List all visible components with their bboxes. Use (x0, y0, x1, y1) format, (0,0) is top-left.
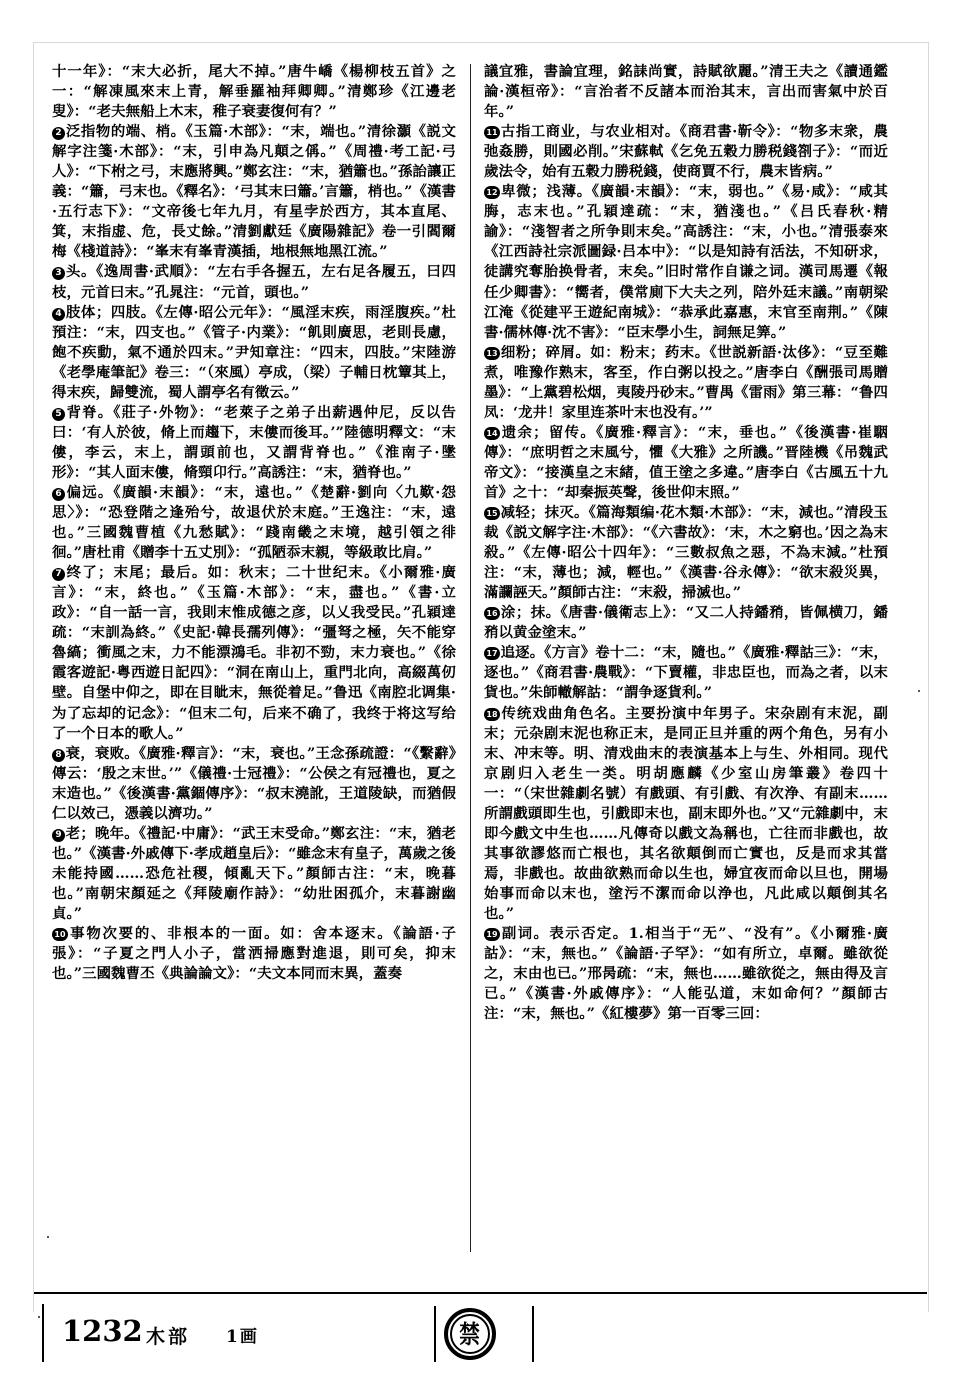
sense-marker-13: 13 (484, 347, 500, 360)
entry-text: 背脊。《莊子·外物》：“老萊子之弟子出薪遇仲尼，反以告曰：‘有人於彼，脩上而趨下，末僂而後耳。’”陸德明釋文：“末僂，李云，末上，謂頭前也，又謂背脊也。”《淮南子·墬形》：“其人面末僂，脩頸卬行。”高誘注：“末，猶脊也。” (52, 403, 456, 481)
sense-marker-14: 14 (484, 427, 500, 440)
sense-marker-5: 5 (52, 408, 65, 421)
sense-entry-13 (484, 343, 888, 423)
sense-entry-11 (484, 122, 888, 182)
footer-bar-middle (434, 1306, 436, 1362)
sense-marker-15: 15 (484, 507, 500, 520)
sense-entry-3 (52, 262, 456, 302)
scan-speckle (38, 1316, 40, 1318)
entry-text: 遗余；留传。《廣雅·釋言》：“末，垂也。”《後漢書·崔駰傳》：“庶明哲之末風兮，懼《大雅》之所譏。”晋陸機《吊魏武帝文》：“接漢皇之末緒，值王塗之多違。”唐李白《古風五十九首》之十：“却秦振英聲，後世仰末照。” (484, 423, 888, 501)
entry-continuation (484, 62, 888, 122)
sense-marker-12: 12 (484, 186, 500, 199)
sense-marker-10: 10 (52, 928, 68, 941)
sense-entry-6 (52, 483, 456, 563)
entry-text: 副词。表示否定。1.相当于“无”、“没有”。《小爾雅·廣詁》：“末，無也。”《論語·子罕》：“如有所立，卓爾。雖欲從之，末由也已。”邢昺疏：“末，無也……雖欲從之，無由得及言已。”《漢書·外戚傳序》：“人能弘道，末如命何？”顏師古注：“末，無也。”《紅樓夢》第一百零三回： (484, 925, 888, 1023)
entry-text: 事物次要的、非根本的一面。如：舍本逐末。《論語·子張》：“子夏之門人小子，當洒掃應對進退，則可矣，抑末也。”三國魏曹丕《典論論文》：“夫文本同而末異，蓋奏 (52, 925, 456, 983)
text-columns (52, 62, 912, 1252)
sense-marker-4: 4 (52, 308, 65, 321)
sense-marker-8: 8 (52, 749, 65, 762)
entry-text: 卑微；浅薄。《廣韻·末韻》：“末，弱也。”《易·咸》：“咸其脢，志末也。”孔穎達疏：“末，猶淺也。”《吕氏春秋·精諭》：“淺智者之所争則末矣。”高誘注：“末，小也。”清張泰來《江西詩社宗派圖録·吕本中》：“以是知詩有活法，不知研求，徒講究奪胎换骨者，末矣。”旧时常作自谦之词。漢司馬遷《報任少卿書》：“嚮者，僕常廁下大夫之列，陪外廷末議。”南朝梁江淹《從建平王遊紀南城》：“恭承此嘉惠，末官至南荆。”《陳書·儒林傳·沈不害》：“臣末學小生，詞無足筭。” (484, 183, 888, 341)
entry-text: 传统戏曲角色名。主要扮演中年男子。宋杂剧有末泥，副末；元杂剧末泥也称正末，是同正旦并重的两个角色，另有小末、冲末等。明、清戏曲末的表演基本上与生、外相同。现代京剧归入老生一类。明胡應麟《少室山房筆叢》卷四十一：“（宋世雜劇名號）有戲頭、有引戲、有次浄、有副末……所謂戲頭即生也，引戲即末也，副末即外也。”又“元雜劇中，末即今戲文中生也……凡傳奇以戲文為稱也，亡往而非戲也，故其事欲謬悠而亡根也，其名欲顛倒而亡實也，反是而求其當焉，非戲也。故曲欲熟而命以生也，婦宜夜而命以旦也，開場始事而命以末也，塗污不潔而命以浄也，凡此咸以顛倒其名也。” (484, 704, 888, 922)
sense-entry-9 (52, 824, 456, 924)
entry-text: 偏远。《廣韻·末韻》：“末，遠也。”《楚辭·劉向〈九歎·怨思〉》：“恐登階之逢殆兮，故退伏於末庭。”王逸注：“末，遠也。”三國魏曹植《九愁賦》：“踐南畿之末境，越引領之徘徊。”唐杜甫《贈李十五丈別》：“孤陋忝末親，等級敢比肩。” (52, 483, 456, 562)
sense-entry-15 (484, 503, 888, 603)
sense-marker-7: 7 (52, 568, 65, 581)
seal-emblem (444, 1308, 496, 1360)
entry-text: 肢体；四肢。《左傳·昭公元年》：“風淫末疾，雨淫腹疾。”杜預注：“末，四支也。”《管子·内業》：“飢則廣思，老則長慮，飽不疾動，氣不通於四末。”尹知章注：“四末，四肢。”宋陸游《老學庵筆記》卷三：“（來風）亭成，（梁）子輔日枕簟其上，得末疾，歸雙流，蜀人謂亭名有徵云。” (52, 303, 456, 401)
entry-text: 头。《逸周書·武順》：“左右手各握五，左右足各履五，曰四枝，元首曰末。”孔晁注：“元首，頭也。” (52, 263, 456, 301)
sense-marker-9: 9 (52, 829, 65, 842)
entry-text: 涂；抹。《唐書·儀衛志上》：“又二人持鐇矟，皆佩横刀，鐇矟以黄金塗末。” (484, 604, 888, 642)
sense-entry-17 (484, 643, 888, 703)
right-column (484, 62, 888, 1252)
sense-marker-16: 16 (484, 607, 500, 620)
scan-speckle (47, 1236, 49, 1238)
sense-entry-16 (484, 603, 888, 643)
entry-text: 泛指物的端、梢。《玉篇·木部》：“末，端也。”清徐灝《説文解字注箋·木部》：“末，引申為凡顛之偁。”《周禮·考工記·弓人》：“下柎之弓，末應將興。”鄭玄注：“末，猶簫也。”孫詒讓正義：“簫，弓末也。《釋名》：‘弓其末曰簫。’言簫，梢也。”《漢書·五行志下》：“文帝後七年九月，有星孛於西方，其本直尾、箕，末指虚、危，長丈餘。”清劉獻廷《廣陽雜記》卷一引閻爾梅《棧道詩》：“峯末有峯青漢插，地根無地黑江流。” (52, 123, 456, 261)
entry-text: 古指工商业，与农业相对。《商君書·靳令》：“物多末衆，農弛姦勝，則國必削。”宋蘇軾《乞免五穀力勝税錢劄子》：“而近歲法令，始有五穀力勝税錢，使商賈不行，農末皆病。” (484, 123, 888, 181)
sense-marker-6: 6 (52, 488, 65, 501)
sense-entry-4 (52, 303, 456, 403)
sense-entry-10 (52, 924, 456, 984)
entry-text: 减轻；抹灭。《篇海類编·花木類·木部》：“末，減也。”清段玉裁《説文解字注·木部》：“《六書故》：‘末，木之窮也。’因之為末殺。”《左傳·昭公十四年》：“三數叔魚之惡，不為末減。”杜預注：“末，薄也；減，輕也。”《漢書·谷永傳》：“欲末殺災異，滿讕誣天。”顏師古注：“末殺，掃滅也。” (484, 504, 888, 602)
entry-continuation (52, 62, 456, 122)
entry-text: 議宜雅，書論宜理，銘誄尚實，詩賦欲麗。”清王夫之《讀通鑑論·漢桓帝》：“言治者不反諸本而治其末，言出而害氣中於百年。” (484, 63, 888, 121)
sense-entry-7 (52, 563, 456, 743)
scan-speckle (918, 690, 920, 692)
page-footer (34, 1300, 927, 1380)
sense-entry-2 (52, 122, 456, 262)
entry-text: 细粉；碎屑。如：粉末；药末。《世説新語·汰侈》：“豆至難煮，唯豫作熟末，客至，作白粥以投之。”唐李白《酬張司馬贈墨》：“上黨碧松烟，夷陵丹砂末。”曹禺《雷雨》第三幕：“鲁四凤：‘龙井！家里连茶叶末也没有。’” (484, 343, 888, 421)
entry-text: 追逐。《方言》卷十二：“末，隨也。”《廣雅·釋詁三》：“末，逐也。”《商君書·農戰》：“下賣權，非忠臣也，而為之者，以末貨也。”朱師轍解詁：“謂争逐貨利。” (484, 644, 888, 702)
sense-entry-8 (52, 744, 456, 824)
footer-rule (34, 1292, 927, 1294)
sense-marker-18: 18 (484, 708, 500, 721)
radical-label: 木部 (146, 1326, 191, 1348)
sense-entry-12 (484, 182, 888, 342)
sense-marker-19: 19 (484, 928, 500, 941)
footer-bar-left (42, 1304, 44, 1362)
footer-bar-right (532, 1306, 534, 1362)
left-column (52, 62, 456, 1252)
entry-text: 衰，衰败。《廣雅·釋言》：“末，衰也。”王念孫疏證：“《繫辭》傳云：‘殷之末世。’”《儀禮·士冠禮》：“公侯之有冠禮也，夏之末造也。”《後漢書·黨錮傳序》：“叔末澆訛，王道陵缺，而猶假仁以效己，憑義以濟功。” (52, 744, 456, 822)
stroke-count-label: 1画 (226, 1327, 259, 1347)
page-edge-left (33, 42, 34, 1312)
entry-text: 老；晚年。《禮記·中庸》：“武王末受命。”鄭玄注：“末，猶老也。”《漢書·外戚傳下·孝成趙皇后》：“雖念末有皇子，萬歲之後未能持國……恐危社稷，傾亂天下。”顏師古注：“末，晚暮也。”南朝宋顏延之《拜陵廟作詩》：“幼壯困孤介，末暮謝幽貞。” (52, 824, 456, 922)
sense-marker-11: 11 (484, 126, 500, 139)
sense-marker-2: 2 (52, 127, 65, 140)
entry-text: 十一年》：“末大必折，尾大不掉。”唐牛嶠《楊柳枝五首》之一：“解凍風來末上青，解垂羅袖拜卿卿。”清鄭珍《江邊老叟》：“老夫無船上木末，稚子衰妻復何有？” (52, 63, 456, 121)
sense-marker-17: 17 (484, 647, 500, 660)
seal-inner-ring (450, 1314, 490, 1354)
entry-text: 终了；末尾；最后。如：秋末；二十世纪末。《小爾雅·廣言》：“末，終也。”《玉篇·木部》：“末，盡也。”《書·立政》：“自一話一言，我則末惟成德之彦，以乂我受民。”孔穎達疏：“末訓為終。”《史記·韓長孺列傳》：“彊弩之極，矢不能穿魯縞；衝風之末，力不能漂鴻毛。非初不勁，末力衰也。”《徐霞客遊記·粤西遊日記四》：“洞在南山上，重門北向，高綴萬仞壁。自堡中仰之，即在目眦末，無從着足。”鲁迅《南腔北调集·为了忘却的记念》：“但末二句，后来不确了，我终于将这写给了一个日本的歌人。” (52, 564, 456, 742)
sense-marker-3: 3 (52, 267, 65, 280)
seal-glyph: 禁 (459, 1319, 481, 1349)
page-edge-right (928, 42, 929, 1312)
page-number: 1232 (62, 1314, 143, 1348)
sense-entry-14 (484, 423, 888, 503)
sense-entry-18 (484, 704, 888, 925)
sense-entry-19 (484, 924, 888, 1024)
sense-entry-5 (52, 403, 456, 483)
page-edge-top (33, 42, 929, 43)
